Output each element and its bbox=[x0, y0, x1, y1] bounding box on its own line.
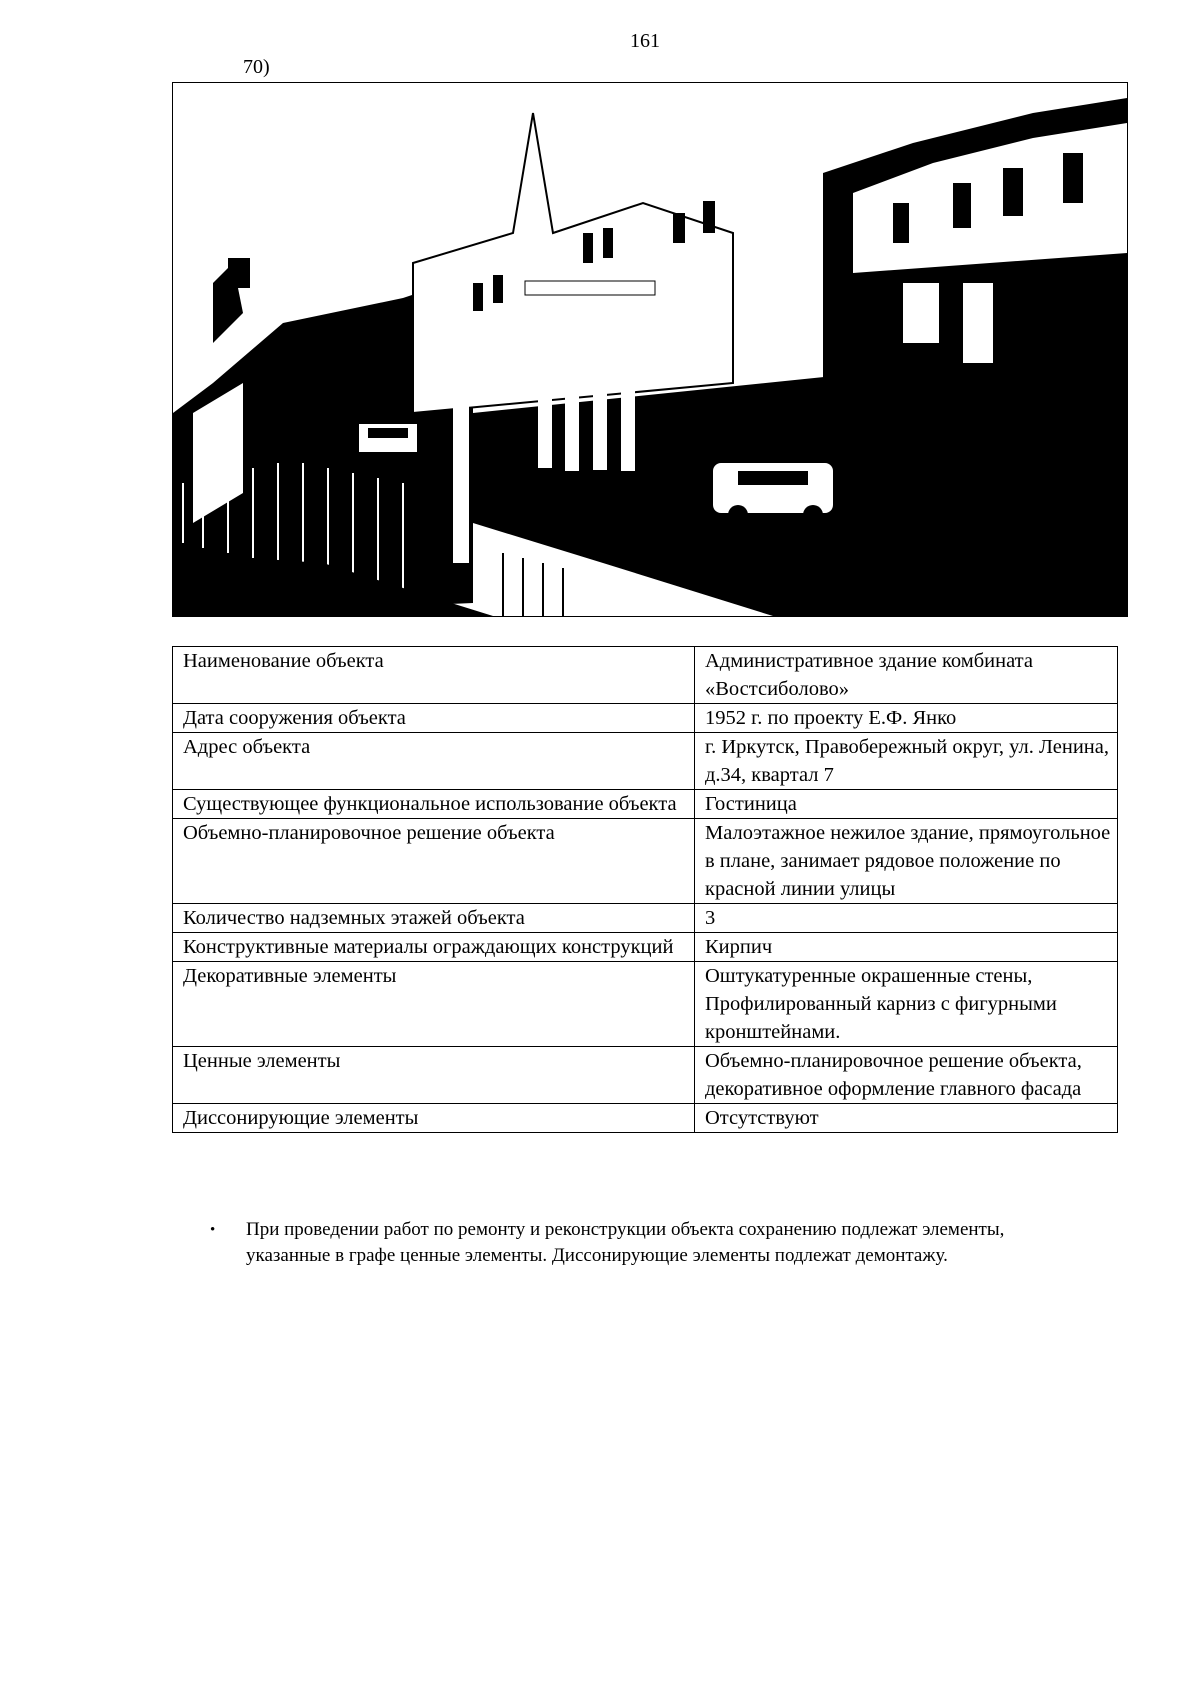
table-row bbox=[173, 790, 1118, 819]
page-number: 161 bbox=[630, 30, 660, 52]
street-building-photo-icon bbox=[173, 83, 1127, 616]
row-label: Адрес объекта bbox=[173, 733, 695, 790]
table-row bbox=[173, 733, 1118, 790]
object-passport-table bbox=[172, 646, 1118, 1133]
bullet-icon: • bbox=[210, 1222, 216, 1238]
row-value: 1952 г. по проекту Е.Ф. Янко bbox=[695, 704, 1118, 733]
table-row bbox=[173, 647, 1118, 704]
table-row bbox=[173, 962, 1118, 1047]
row-value: Малоэтажное нежилое здание, прямоугольное в плане, занимает рядовое положение по красной линии улицы bbox=[695, 819, 1118, 904]
table-row bbox=[173, 704, 1118, 733]
row-label: Диссонирующие элементы bbox=[173, 1104, 695, 1133]
building-photo bbox=[172, 82, 1128, 617]
row-label: Декоративные элементы bbox=[173, 962, 695, 1047]
table-row bbox=[173, 819, 1118, 904]
row-value: Административное здание комбината «Востсиболово» bbox=[695, 647, 1118, 704]
row-value: Оштукатуренные окрашенные стены, Профилированный карниз с фигурными кронштейнами. bbox=[695, 962, 1118, 1047]
table-row bbox=[173, 1104, 1118, 1133]
table-row bbox=[173, 933, 1118, 962]
row-label: Дата сооружения объекта bbox=[173, 704, 695, 733]
item-number: 70) bbox=[243, 56, 270, 78]
row-value: Кирпич bbox=[695, 933, 1118, 962]
row-value: Гостиница bbox=[695, 790, 1118, 819]
table-row bbox=[173, 1047, 1118, 1104]
row-value: 3 bbox=[695, 904, 1118, 933]
row-label: Существующее функциональное использование объекта bbox=[173, 790, 695, 819]
row-value: Объемно-планировочное решение объекта, декоративное оформление главного фасада bbox=[695, 1047, 1118, 1104]
row-label: Объемно-планировочное решение объекта bbox=[173, 819, 695, 904]
row-label: Ценные элементы bbox=[173, 1047, 695, 1104]
row-label: Количество надземных этажей объекта bbox=[173, 904, 695, 933]
row-label: Конструктивные материалы ограждающих конструкций bbox=[173, 933, 695, 962]
row-label: Наименование объекта bbox=[173, 647, 695, 704]
row-value: Отсутствуют bbox=[695, 1104, 1118, 1133]
row-value: г. Иркутск, Правобережный округ, ул. Ленина, д.34, квартал 7 bbox=[695, 733, 1118, 790]
preservation-note bbox=[210, 1217, 1090, 1269]
note-text: При проведении работ по ремонту и реконструкции объекта сохранению подлежат элементы, указанные в графе ценные элементы. Диссонирующие элементы подлежат демонтажу. bbox=[246, 1219, 1005, 1266]
table-row bbox=[173, 904, 1118, 933]
